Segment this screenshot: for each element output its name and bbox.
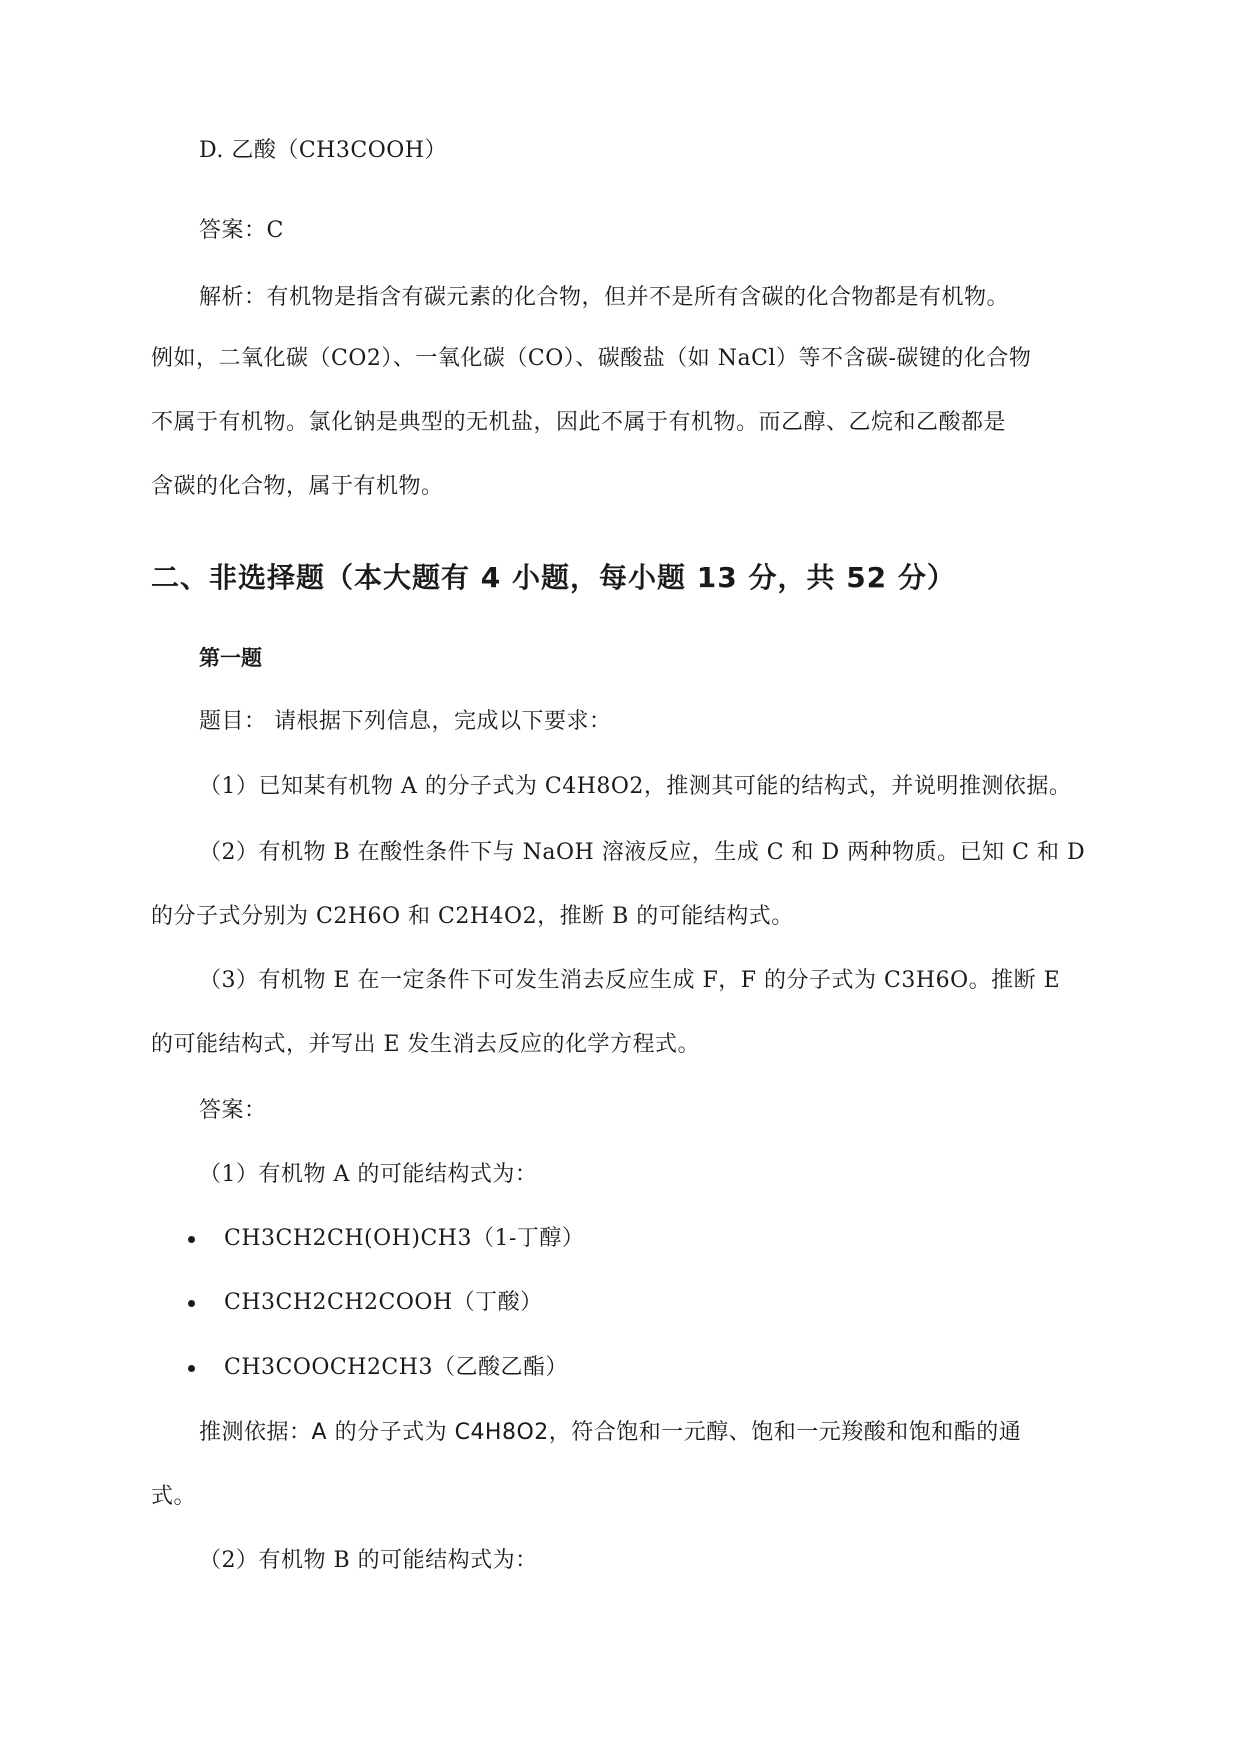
basis-suffix: ，符合饱和一元醇、饱和一元羧酸和饱和酯的通 — [548, 1420, 1022, 1445]
basis-formula: C4H8O2 — [454, 1420, 549, 1445]
list-item-text: CH3CH2CH(OH)CH3（1-丁醇） — [224, 1226, 585, 1251]
answer-part-2: （2）有机物 B 的可能结构式为： — [199, 1548, 538, 1573]
option-d: D. 乙酸（CH3COOH） — [199, 138, 447, 163]
explanation-line-2: 例如，二氧化碳（CO2）、一氧化碳（CO）、碳酸盐（如 NaCl）等不含碳-碳键的化合物 — [151, 346, 1032, 371]
answer-label: 答案： — [199, 1098, 267, 1123]
section-heading: 二、非选择题（本大题有 4 小题，每小题 13 分，共 52 分） — [151, 561, 956, 594]
basis-mid: 的分子式为 — [327, 1420, 455, 1445]
question-part-2-cont: 的分子式分别为 C2H6O 和 C2H4O2，推断 B 的可能结构式。 — [151, 904, 794, 929]
explanation-line-3: 不属于有机物。氯化钠是典型的无机盐，因此不属于有机物。而乙醇、乙烷和乙酸都是 — [151, 410, 1007, 435]
basis-line-cont: 式。 — [151, 1484, 197, 1509]
basis-a: A — [311, 1420, 328, 1445]
list-item-text: CH3CH2CH2COOH（丁酸） — [224, 1290, 543, 1315]
explanation-line-1: 解析：有机物是指含有碳元素的化合物，但并不是所有含碳的化合物都是有机物。 — [199, 285, 1010, 310]
question-part-3-cont: 的可能结构式，并写出 E 发生消去反应的化学方程式。 — [151, 1032, 701, 1057]
question-title: 第一题 — [199, 646, 262, 670]
list-item — [0, 1353, 1241, 1383]
explanation-line-4: 含碳的化合物，属于有机物。 — [151, 474, 444, 499]
question-prompt: 题目： 请根据下列信息，完成以下要求： — [199, 709, 612, 734]
list-item-text: CH3COOCH2CH3（乙酸乙酯） — [224, 1355, 568, 1380]
question-part-2: （2）有机物 B 在酸性条件下与 NaOH 溶液反应，生成 C 和 D 两种物质。已知 C 和 D — [199, 840, 1086, 865]
list-item — [0, 1288, 1241, 1318]
answer-part-1: （1）有机物 A 的可能结构式为： — [199, 1162, 538, 1187]
bullet-icon — [188, 1300, 195, 1307]
bullet-icon — [188, 1236, 195, 1243]
question-part-1: （1）已知某有机物 A 的分子式为 C4H8O2，推测其可能的结构式，并说明推测依据。 — [199, 774, 1072, 799]
basis-line — [199, 1418, 1021, 1448]
bullet-icon — [188, 1365, 195, 1372]
question-part-3: （3）有机物 E 在一定条件下可发生消去反应生成 F，F 的分子式为 C3H6O。推断 E — [199, 968, 1061, 993]
list-item — [0, 1224, 1241, 1254]
answer-line: 答案：C — [199, 218, 284, 243]
basis-prefix: 推测依据： — [199, 1420, 312, 1445]
